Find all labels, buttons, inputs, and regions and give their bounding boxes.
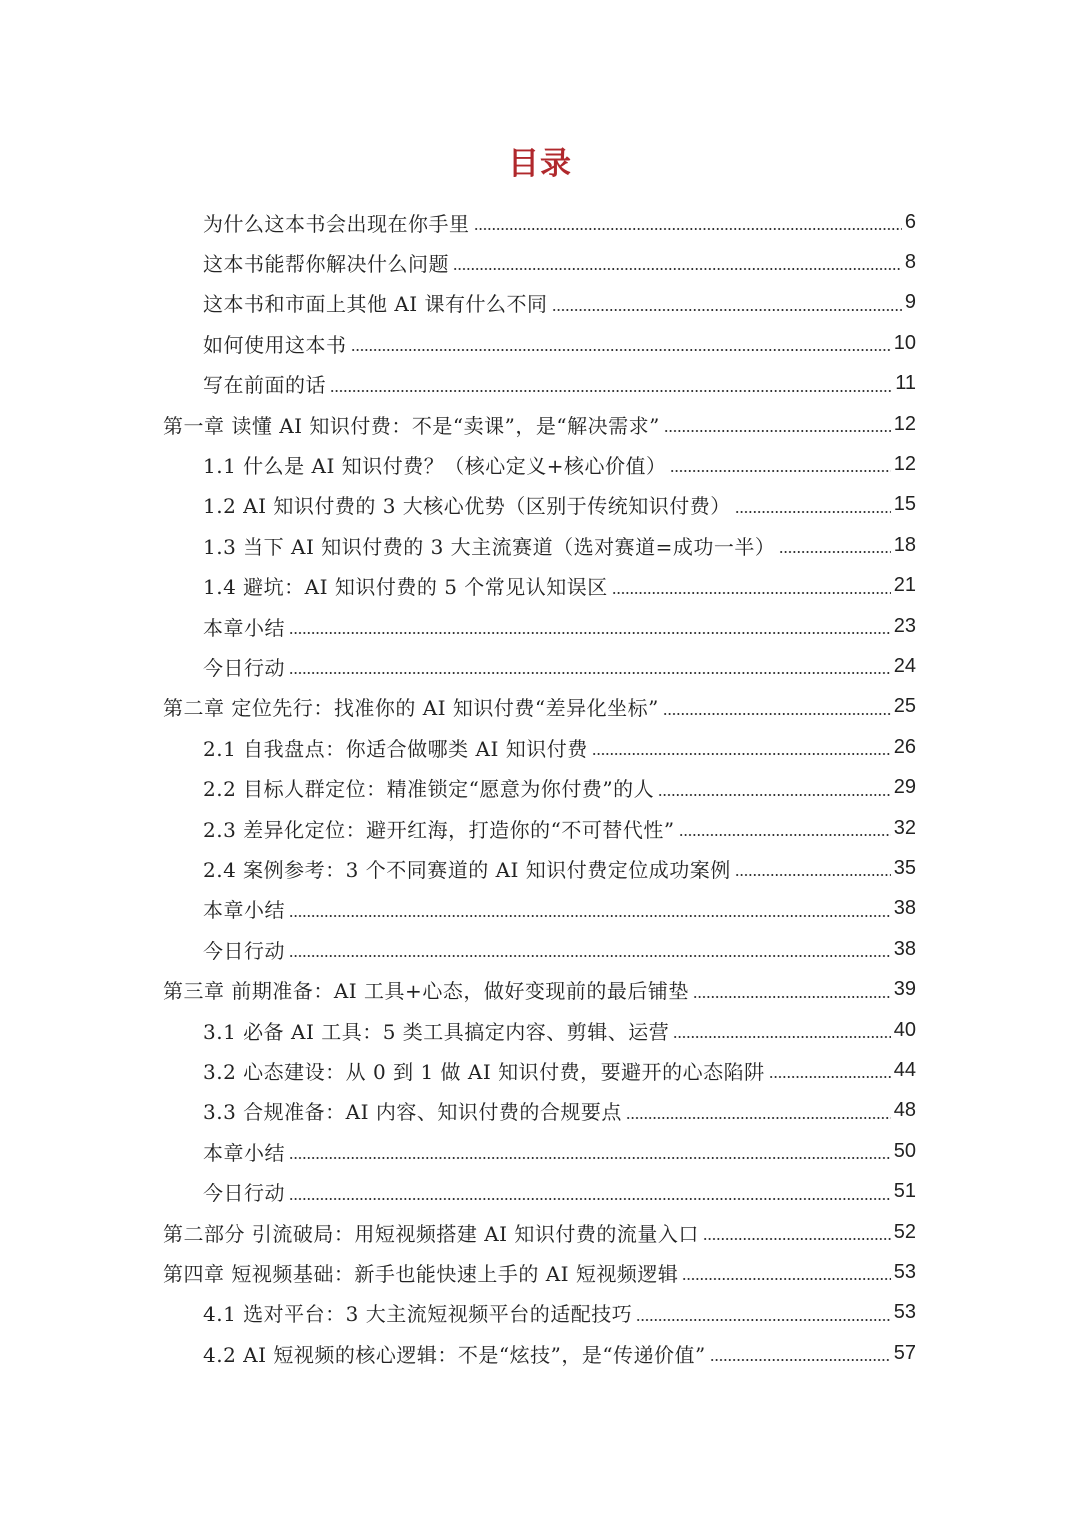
toc-entry-label: 本章小结 <box>203 1140 285 1165</box>
toc-dot-leader <box>769 1076 891 1078</box>
toc-page-number: 35 <box>893 856 916 879</box>
toc-dot-leader <box>673 1036 890 1038</box>
toc-chapter-entry <box>163 1252 916 1292</box>
toc-page-number: 12 <box>893 412 916 435</box>
toc-dot-leader <box>289 915 891 917</box>
toc-entry-label: 2.2 目标人群定位：精准锁定“愿意为你付费”的人 <box>203 777 655 802</box>
toc-dot-leader <box>289 955 891 957</box>
toc-dot-leader <box>289 672 891 674</box>
toc-dot-leader <box>693 996 891 998</box>
toc-entry-label: 第二章 定位先行：找准你的 AI 知识付费“差异化坐标” <box>163 696 659 721</box>
toc-dot-leader <box>735 511 891 513</box>
toc-entry-label: 第一章 读懂 AI 知识付费：不是“卖课”，是“解决需求” <box>163 413 660 438</box>
toc-entry-label: 本章小结 <box>203 898 285 923</box>
toc-entry-label: 如何使用这本书 <box>203 332 347 357</box>
toc-entry-label: 1.4 避坑：AI 知识付费的 5 个常见认知误区 <box>203 575 608 600</box>
toc-section-entry <box>203 606 916 646</box>
toc-section-entry <box>203 485 916 525</box>
toc-entry-label: 本章小结 <box>203 615 285 640</box>
toc-section-entry <box>203 727 916 767</box>
toc-dot-leader <box>474 228 902 230</box>
toc-page-number: 53 <box>893 1301 916 1324</box>
toc-section-entry <box>203 444 916 484</box>
toc-page-number: 39 <box>893 978 916 1001</box>
toc-section-entry <box>203 242 916 282</box>
toc-dot-leader <box>658 794 891 796</box>
toc-entry-label: 3.3 合规准备：AI 内容、知识付费的合规要点 <box>203 1100 622 1125</box>
toc-page-number: 50 <box>893 1139 916 1162</box>
toc-entry-label: 1.3 当下 AI 知识付费的 3 大主流赛道（选对赛道=成功一半） <box>203 534 776 559</box>
toc-section-entry <box>203 1091 916 1131</box>
toc-section-entry <box>203 646 916 686</box>
toc-title: 目录 <box>508 146 572 182</box>
toc-entry-label: 3.1 必备 AI 工具：5 类工具搞定内容、剪辑、运营 <box>203 1019 670 1044</box>
toc-section-entry <box>203 1010 916 1050</box>
toc-section-entry <box>203 1172 916 1212</box>
toc-dot-leader <box>552 309 902 311</box>
toc-page-number: 40 <box>893 1018 916 1041</box>
toc-entry-label: 4.1 选对平台：3 大主流短视频平台的适配技巧 <box>203 1302 633 1327</box>
toc-dot-leader <box>682 1278 890 1280</box>
toc-dot-leader <box>351 349 891 351</box>
toc-dot-leader <box>626 1117 891 1119</box>
toc-section-entry <box>203 525 916 565</box>
toc-page-number: 23 <box>893 614 916 637</box>
toc-section-entry <box>203 1131 916 1171</box>
toc-section-entry <box>203 889 916 929</box>
toc-page-number: 6 <box>904 210 916 233</box>
toc-page-number: 15 <box>893 493 916 516</box>
toc-page-number: 48 <box>893 1099 916 1122</box>
toc-page-number: 26 <box>893 735 916 758</box>
toc-dot-leader <box>289 632 891 634</box>
toc-dot-leader <box>289 1157 891 1159</box>
toc-page-number: 24 <box>893 654 916 677</box>
toc-page-number: 10 <box>893 331 916 354</box>
toc-section-entry <box>203 202 916 242</box>
toc-entry-label: 今日行动 <box>203 938 285 963</box>
toc-entry-label: 这本书和市面上其他 AI 课有什么不同 <box>203 292 548 317</box>
toc-dot-leader <box>670 470 890 472</box>
toc-page-number: 25 <box>893 695 916 718</box>
toc-page-number: 38 <box>893 937 916 960</box>
toc-entry-label: 这本书能帮你解决什么问题 <box>203 251 449 276</box>
toc-entry-label: 写在前面的话 <box>203 373 326 398</box>
toc-dot-leader <box>679 834 891 836</box>
toc-dot-leader <box>592 753 891 755</box>
toc-page-number: 29 <box>893 776 916 799</box>
toc-dot-leader <box>330 390 892 392</box>
toc-chapter-entry <box>163 687 916 727</box>
toc-section-entry <box>203 566 916 606</box>
toc-chapter-entry <box>163 970 916 1010</box>
toc-section-entry <box>203 1050 916 1090</box>
toc-section-entry <box>203 848 916 888</box>
toc-entry-label: 2.3 差异化定位：避开红海，打造你的“不可替代性” <box>203 817 675 842</box>
toc-entry-label: 1.2 AI 知识付费的 3 大核心优势（区别于传统知识付费） <box>203 494 731 519</box>
toc-section-entry <box>203 364 916 404</box>
toc-page-number: 52 <box>893 1220 916 1243</box>
toc-dot-leader <box>636 1319 891 1321</box>
toc-page-number: 21 <box>893 574 916 597</box>
toc-page-number: 9 <box>904 291 916 314</box>
toc-dot-leader <box>663 713 891 715</box>
toc-page-number: 53 <box>893 1260 916 1283</box>
toc-entry-label: 今日行动 <box>203 1181 285 1206</box>
toc-entry-label: 1.1 什么是 AI 知识付费？（核心定义+核心价值） <box>203 453 667 478</box>
toc-section-entry <box>203 1293 916 1333</box>
toc-entry-label: 第四章 短视频基础：新手也能快速上手的 AI 短视频逻辑 <box>163 1261 679 1286</box>
toc-entry-label: 为什么这本书会出现在你手里 <box>203 211 470 236</box>
toc-entry-label: 4.2 AI 短视频的核心逻辑：不是“炫技”，是“传递价值” <box>203 1342 706 1367</box>
toc-entry-label: 今日行动 <box>203 655 285 680</box>
toc-chapter-entry <box>163 1212 916 1252</box>
toc-page-number: 32 <box>893 816 916 839</box>
toc-dot-leader <box>703 1238 891 1240</box>
toc-page-number: 12 <box>893 452 916 475</box>
toc-section-entry <box>203 283 916 323</box>
toc-entry-label: 2.1 自我盘点：你适合做哪类 AI 知识付费 <box>203 736 588 761</box>
toc-page-number: 51 <box>893 1180 916 1203</box>
toc-page-number: 11 <box>895 372 916 395</box>
toc-dot-leader <box>664 430 891 432</box>
toc-section-entry <box>203 323 916 363</box>
toc-chapter-entry <box>163 404 916 444</box>
toc-entry-label: 第二部分 引流破局：用短视频搭建 AI 知识付费的流量入口 <box>163 1221 699 1246</box>
toc-dot-leader <box>453 268 902 270</box>
toc-dot-leader <box>289 1198 891 1200</box>
toc-page-number: 44 <box>893 1058 916 1081</box>
toc-entry-label: 第三章 前期准备：AI 工具+心态，做好变现前的最后铺垫 <box>163 979 689 1004</box>
toc-page-number: 38 <box>893 897 916 920</box>
toc-dot-leader <box>710 1359 891 1361</box>
toc-dot-leader <box>735 874 891 876</box>
toc-section-entry <box>203 768 916 808</box>
toc-page-number: 18 <box>893 533 916 556</box>
toc-page-number: 57 <box>893 1341 916 1364</box>
toc-section-entry <box>203 929 916 969</box>
toc-section-entry <box>203 1333 916 1373</box>
toc-page-number: 8 <box>904 250 916 273</box>
toc-dot-leader <box>612 592 891 594</box>
toc-section-entry <box>203 808 916 848</box>
toc-entry-label: 2.4 案例参考：3 个不同赛道的 AI 知识付费定位成功案例 <box>203 857 731 882</box>
toc-dot-leader <box>779 551 890 553</box>
toc-entry-label: 3.2 心态建设：从 0 到 1 做 AI 知识付费，要避开的心态陷阱 <box>203 1059 765 1084</box>
